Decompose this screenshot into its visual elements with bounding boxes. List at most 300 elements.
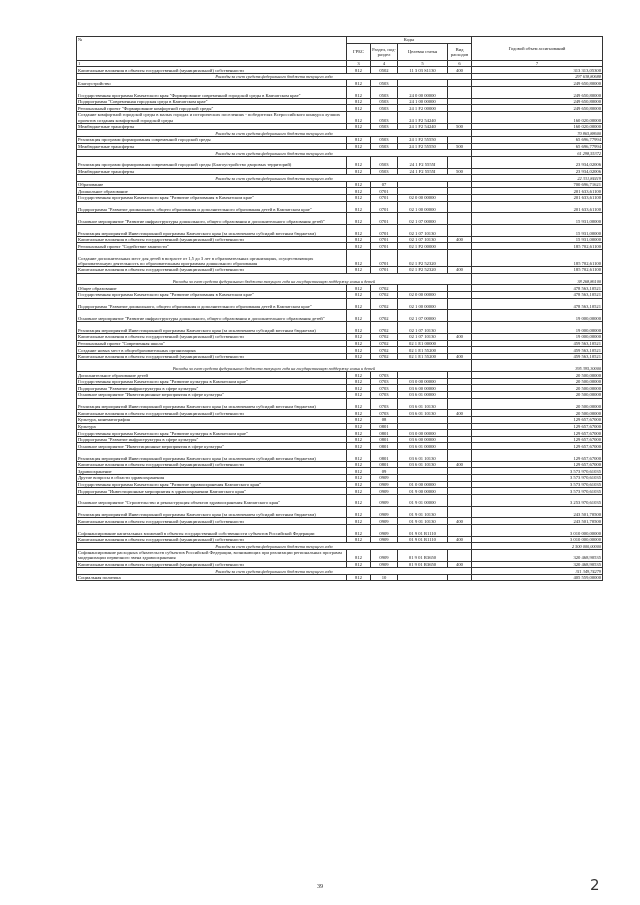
cell-grbs: 812 bbox=[347, 105, 371, 112]
cell-name: Реализация мероприятий Инвестиционной программы Камчатского края (за исключением субсидий местным бюджетам) bbox=[77, 322, 347, 334]
cell-name: Государственная программа Камчатского края "Развитие образования в Камчатском крае" bbox=[77, 292, 347, 299]
cell-name: Капитальные вложения в объекты государственной (муниципальной) собственности bbox=[77, 67, 347, 74]
cell-target: 11 3 03 S1130 bbox=[398, 67, 448, 74]
cell-name: Подпрограмма "Инвестиционные мероприятия в здравоохранении Камчатского края" bbox=[77, 488, 347, 495]
cell-amount: 3 573 970,61035 bbox=[472, 474, 603, 481]
col-num-6: 6 bbox=[448, 61, 472, 67]
cell-section: 0701 bbox=[371, 250, 398, 267]
cell-grbs: 812 bbox=[347, 67, 371, 74]
cell-section: 0701 bbox=[371, 243, 398, 250]
cell-amount: 20 500,00000 bbox=[472, 385, 603, 392]
cell-section: 0801 bbox=[371, 461, 398, 468]
cell-amount: 20 500,00000 bbox=[472, 392, 603, 399]
cell-name: Капитальные вложения в объекты государственной (муниципальной) собственности bbox=[77, 236, 347, 243]
cell-amount: 65 696,77994 bbox=[472, 136, 603, 143]
cell-amount: 3 253 970,61035 bbox=[472, 494, 603, 506]
cell-amount: 3 573 970,61035 bbox=[472, 488, 603, 495]
cell-target: 03 6 00 00000 bbox=[398, 436, 448, 443]
cell-name: Социальная политика bbox=[77, 574, 347, 581]
table-row bbox=[77, 518, 603, 525]
cell-type bbox=[448, 310, 472, 322]
table-row bbox=[77, 156, 603, 168]
cell-target bbox=[398, 285, 448, 292]
header-type: Вид расходов bbox=[448, 44, 472, 61]
cell-grbs: 812 bbox=[347, 298, 371, 310]
cell-grbs: 812 bbox=[347, 488, 371, 495]
cell-section: 0702 bbox=[371, 347, 398, 354]
table-row bbox=[77, 86, 603, 98]
cell-target bbox=[398, 188, 448, 195]
cell-grbs: 812 bbox=[347, 98, 371, 105]
table-row bbox=[77, 561, 603, 568]
table-row bbox=[77, 298, 603, 310]
cell-type bbox=[448, 474, 472, 481]
cell-type bbox=[448, 340, 472, 347]
cell-section: 0503 bbox=[371, 98, 398, 105]
cell-amount: 478 563,10521 bbox=[472, 298, 603, 310]
cell-section: 0801 bbox=[371, 430, 398, 437]
cell-grbs: 812 bbox=[347, 292, 371, 299]
cell-section: 0701 bbox=[371, 201, 398, 213]
cell-target: 01 9 01 10130 bbox=[398, 506, 448, 518]
cell-section: 0701 bbox=[371, 213, 398, 225]
cell-section: 0909 bbox=[371, 524, 398, 536]
cell-section: 0703 bbox=[371, 410, 398, 417]
cell-target: 02 1 E1 55200 bbox=[398, 347, 448, 354]
cell-grbs: 812 bbox=[347, 168, 371, 175]
cell-section: 0503 bbox=[371, 136, 398, 143]
cell-type: 400 bbox=[448, 410, 472, 417]
cell-type bbox=[448, 181, 472, 188]
cell-section: 0702 bbox=[371, 285, 398, 292]
cell-type bbox=[448, 250, 472, 267]
corner-handwritten-mark: 2 bbox=[590, 876, 600, 894]
cell-amount: 23 934,02006 bbox=[472, 156, 603, 168]
cell-section: 09 bbox=[371, 468, 398, 475]
cell-type bbox=[448, 443, 472, 450]
table-row bbox=[77, 353, 603, 360]
cell-type: 400 bbox=[448, 561, 472, 568]
table-row bbox=[77, 80, 603, 87]
cell-target: 01 9 01 R3650 bbox=[398, 561, 448, 568]
cell-name: Создание новых мест в общеобразовательных организациях bbox=[77, 347, 347, 354]
cell-target: 01 9 01 10130 bbox=[398, 518, 448, 525]
cell-target: 03 6 01 10130 bbox=[398, 449, 448, 461]
cell-grbs: 812 bbox=[347, 285, 371, 292]
cell-target: 03 6 01 00000 bbox=[398, 392, 448, 399]
budget-table bbox=[76, 36, 603, 581]
header-codes: Коды bbox=[347, 37, 472, 44]
cell-target: 02 1 00 00000 bbox=[398, 298, 448, 310]
cell-target: 02 1 E1 55200 bbox=[398, 353, 448, 360]
cell-section: 0701 bbox=[371, 267, 398, 274]
cell-name: Реализация мероприятий Инвестиционной программы Камчатского края (за исключением субсидий местным бюджетам) bbox=[77, 398, 347, 410]
cell-type bbox=[448, 194, 472, 201]
cell-name: Реализация программ формирования современной городской среды bbox=[77, 136, 347, 143]
cell-name: Капитальные вложения в объекты государственной (муниципальной) собственности bbox=[77, 518, 347, 525]
table-row bbox=[77, 549, 603, 561]
cell-target: 02 0 00 00000 bbox=[398, 292, 448, 299]
cell-target: 03 0 00 00000 bbox=[398, 378, 448, 385]
table-row bbox=[77, 436, 603, 443]
cell-amount: 320 468,90535 bbox=[472, 561, 603, 568]
cell-target: 02 1 07 10130 bbox=[398, 322, 448, 334]
cell-section: 0703 bbox=[371, 392, 398, 399]
cell-section: 0703 bbox=[371, 378, 398, 385]
cell-name: Государственная программа Камчатского края "Развитие культуры в Камчатском крае" bbox=[77, 430, 347, 437]
cell-section: 0909 bbox=[371, 561, 398, 568]
cell-amount: 129 657,67000 bbox=[472, 443, 603, 450]
table-row bbox=[77, 188, 603, 195]
cell-type bbox=[448, 378, 472, 385]
cell-grbs: 812 bbox=[347, 340, 371, 347]
cell-amount: 20 500,00000 bbox=[472, 398, 603, 410]
table-row bbox=[77, 385, 603, 392]
cell-grbs: 812 bbox=[347, 423, 371, 430]
cell-type bbox=[448, 392, 472, 399]
cell-type: 400 bbox=[448, 267, 472, 274]
cell-amount: 15 931,00000 bbox=[472, 225, 603, 237]
table-row bbox=[77, 310, 603, 322]
cell-target bbox=[398, 468, 448, 475]
cell-amount: 201 633,61100 bbox=[472, 201, 603, 213]
cell-amount: 129 657,67000 bbox=[472, 430, 603, 437]
cell-grbs: 812 bbox=[347, 481, 371, 488]
cell-section: 0503 bbox=[371, 156, 398, 168]
cell-grbs: 812 bbox=[347, 136, 371, 143]
cell-name: Межбюджетные трансферты bbox=[77, 143, 347, 150]
cell-amount: 3 573 970,61035 bbox=[472, 468, 603, 475]
cell-amount: 297 638,80688 bbox=[472, 73, 603, 80]
cell-type bbox=[448, 80, 472, 87]
cell-note: Расходы за счет средств федерального бюджета текущего года bbox=[77, 543, 472, 550]
cell-name: Государственная программа Камчатского края "Развитие здравоохранения Камчатского края" bbox=[77, 481, 347, 488]
cell-name: Государственная программа Камчатского края "Развитие образования в Камчатском крае" bbox=[77, 194, 347, 201]
cell-name: Подпрограмма "Развитие инфраструктуры в сфере культуры" bbox=[77, 436, 347, 443]
table-row-note bbox=[77, 150, 603, 157]
cell-name: Софинансирование расходных обязательств субъектов Российской Федерации, возникающих при реализации региональных программ модернизации первичного звена здравоохранения bbox=[77, 549, 347, 561]
cell-grbs: 812 bbox=[347, 574, 371, 581]
cell-type bbox=[448, 494, 472, 506]
cell-amount: 201 633,61100 bbox=[472, 188, 603, 195]
cell-type bbox=[448, 111, 472, 123]
cell-amount: 700 696,71621 bbox=[472, 181, 603, 188]
table-row bbox=[77, 168, 603, 175]
cell-amount: 38 268,86100 bbox=[472, 273, 603, 285]
cell-name: Подпрограмма "Развитие дошкольного, общего образования и дополнительного образования детей в Камчатском крае" bbox=[77, 201, 347, 213]
cell-name: Культура, кинематография bbox=[77, 416, 347, 423]
cell-name: Государственная программа Камчатского края "Формирование современной городской среды в Камчатском крае" bbox=[77, 86, 347, 98]
cell-type bbox=[448, 213, 472, 225]
cell-name: Основное мероприятие "Инвестиционные мероприятия в сфере культуры" bbox=[77, 443, 347, 450]
cell-target: 02 1 P2 52320 bbox=[398, 250, 448, 267]
cell-amount: 65 696,77994 bbox=[472, 143, 603, 150]
cell-name: Капитальные вложения в объекты государственной (муниципальной) собственности bbox=[77, 461, 347, 468]
cell-type bbox=[448, 524, 472, 536]
cell-grbs: 812 bbox=[347, 392, 371, 399]
cell-type bbox=[448, 201, 472, 213]
table-row bbox=[77, 536, 603, 543]
cell-target: 02 1 00 00000 bbox=[398, 201, 448, 213]
cell-type: 500 bbox=[448, 143, 472, 150]
cell-amount: 70 865,88600 bbox=[472, 130, 603, 137]
cell-name: Образование bbox=[77, 181, 347, 188]
cell-section: 0909 bbox=[371, 506, 398, 518]
cell-target: 01 9 01 00000 bbox=[398, 494, 448, 506]
cell-name: Реализация мероприятий Инвестиционной программы Камчатского края (за исключением субсидий местным бюджетам) bbox=[77, 449, 347, 461]
cell-amount: 185 702,61100 bbox=[472, 250, 603, 267]
cell-amount: 23 934,02006 bbox=[472, 168, 603, 175]
cell-type bbox=[448, 506, 472, 518]
cell-target: 03 6 01 10130 bbox=[398, 398, 448, 410]
table-row bbox=[77, 430, 603, 437]
cell-amount: 459 563,10521 bbox=[472, 353, 603, 360]
cell-type bbox=[448, 188, 472, 195]
cell-type bbox=[448, 416, 472, 423]
table-row bbox=[77, 181, 603, 188]
table-row bbox=[77, 213, 603, 225]
cell-grbs: 812 bbox=[347, 410, 371, 417]
cell-amount: 19 000,00000 bbox=[472, 334, 603, 341]
cell-name: Основное мероприятие "Строительство и реконструкция объектов здравоохранения Камчатского края" bbox=[77, 494, 347, 506]
cell-section: 10 bbox=[371, 574, 398, 581]
cell-amount: 3 573 970,61035 bbox=[472, 481, 603, 488]
cell-section: 0503 bbox=[371, 123, 398, 130]
cell-grbs: 812 bbox=[347, 181, 371, 188]
cell-note: Расходы за счет средств федерального бюджета текущего года bbox=[77, 150, 472, 157]
cell-section: 0503 bbox=[371, 80, 398, 87]
cell-name: Капитальные вложения в объекты государственной (муниципальной) собственности bbox=[77, 561, 347, 568]
header-amount: Годовой объем ассигнований bbox=[472, 37, 603, 61]
cell-amount: 185 702,61100 bbox=[472, 267, 603, 274]
cell-target bbox=[398, 181, 448, 188]
cell-section: 0701 bbox=[371, 225, 398, 237]
table-row bbox=[77, 494, 603, 506]
cell-target: 03 0 00 00000 bbox=[398, 430, 448, 437]
cell-section: 0503 bbox=[371, 105, 398, 112]
cell-section: 0909 bbox=[371, 536, 398, 543]
table-row bbox=[77, 236, 603, 243]
cell-section: 0801 bbox=[371, 423, 398, 430]
table-row bbox=[77, 524, 603, 536]
cell-amount: 311 349,74279 bbox=[472, 568, 603, 575]
cell-grbs: 812 bbox=[347, 188, 371, 195]
cell-type bbox=[448, 98, 472, 105]
cell-target: 24 1 F2 54240 bbox=[398, 123, 448, 130]
cell-name: Основное мероприятие "Инвестиционные мероприятия в сфере культуры" bbox=[77, 392, 347, 399]
table-row-note bbox=[77, 360, 603, 372]
col-num-3: 3 bbox=[347, 61, 371, 67]
cell-target: 24 1 F2 5555I bbox=[398, 156, 448, 168]
cell-grbs: 812 bbox=[347, 518, 371, 525]
cell-type bbox=[448, 398, 472, 410]
cell-amount: 313 313,05300 bbox=[472, 67, 603, 74]
col-num-7: 7 bbox=[472, 61, 603, 67]
cell-grbs: 812 bbox=[347, 156, 371, 168]
cell-name: Софинансирование капитальных вложений в объекты государственной собственности субъектов Российской Федерации bbox=[77, 524, 347, 536]
cell-target bbox=[398, 372, 448, 379]
cell-note: Расходы за счет средств федерального бюджета текущего года bbox=[77, 73, 472, 80]
cell-grbs: 812 bbox=[347, 243, 371, 250]
cell-amount: 3 010 000,00000 bbox=[472, 524, 603, 536]
table-row bbox=[77, 372, 603, 379]
cell-note: Расходы за счет средств федерального бюджета текущего года bbox=[77, 568, 472, 575]
cell-name: Здравоохранение bbox=[77, 468, 347, 475]
cell-target: 02 1 07 00000 bbox=[398, 310, 448, 322]
cell-section: 0701 bbox=[371, 194, 398, 201]
cell-type bbox=[448, 347, 472, 354]
cell-name: Региональный проект "Формирование комфортной городской среды" bbox=[77, 105, 347, 112]
cell-amount: 20 500,00000 bbox=[472, 410, 603, 417]
table-row-note bbox=[77, 175, 603, 182]
cell-amount: 243 501,70500 bbox=[472, 506, 603, 518]
cell-name: Подпрограмма "Современная городская среда в Камчатском крае" bbox=[77, 98, 347, 105]
cell-amount: 249 650,80000 bbox=[472, 80, 603, 87]
cell-target bbox=[398, 416, 448, 423]
cell-grbs: 812 bbox=[347, 347, 371, 354]
cell-name: Капитальные вложения в объекты государственной (муниципальной) собственности bbox=[77, 410, 347, 417]
cell-name: Основное мероприятие "Развитие инфраструктуры дошкольного, общего образования и дополнительного образования детей" bbox=[77, 310, 347, 322]
cell-grbs: 812 bbox=[347, 225, 371, 237]
cell-grbs: 812 bbox=[347, 385, 371, 392]
cell-section: 0502 bbox=[371, 67, 398, 74]
cell-section: 07 bbox=[371, 181, 398, 188]
cell-amount: 160 020,00000 bbox=[472, 111, 603, 123]
cell-target: 02 0 00 00000 bbox=[398, 194, 448, 201]
cell-amount: 459 563,10521 bbox=[472, 340, 603, 347]
cell-grbs: 812 bbox=[347, 372, 371, 379]
cell-grbs: 812 bbox=[347, 80, 371, 87]
cell-grbs: 812 bbox=[347, 436, 371, 443]
cell-section: 0909 bbox=[371, 494, 398, 506]
cell-grbs: 812 bbox=[347, 443, 371, 450]
table-row bbox=[77, 98, 603, 105]
cell-name: Капитальные вложения в объекты государственной (муниципальной) собственности bbox=[77, 334, 347, 341]
cell-target: 01 9 01 R3650 bbox=[398, 549, 448, 561]
cell-target: 03 6 01 10130 bbox=[398, 461, 448, 468]
cell-target: 24 1 F2 55550 bbox=[398, 136, 448, 143]
cell-section: 0701 bbox=[371, 188, 398, 195]
cell-target bbox=[398, 80, 448, 87]
table-row bbox=[77, 468, 603, 475]
cell-type bbox=[448, 449, 472, 461]
table-row-note bbox=[77, 273, 603, 285]
cell-type bbox=[448, 488, 472, 495]
cell-name: Подпрограмма "Развитие дошкольного, общего образования и дополнительного образования детей в Камчатском крае" bbox=[77, 298, 347, 310]
cell-type bbox=[448, 285, 472, 292]
table-row-note bbox=[77, 130, 603, 137]
cell-grbs: 812 bbox=[347, 398, 371, 410]
cell-target: 01 0 00 00000 bbox=[398, 481, 448, 488]
table-row bbox=[77, 250, 603, 267]
page-number: 39 bbox=[317, 884, 323, 890]
cell-amount: 15 931,00000 bbox=[472, 213, 603, 225]
table-row bbox=[77, 423, 603, 430]
cell-target: 03 6 01 10130 bbox=[398, 410, 448, 417]
cell-amount: 185 702,61100 bbox=[472, 243, 603, 250]
cell-type bbox=[448, 298, 472, 310]
table-row bbox=[77, 225, 603, 237]
table-row bbox=[77, 443, 603, 450]
cell-target bbox=[398, 574, 448, 581]
cell-amount: 160 020,00000 bbox=[472, 123, 603, 130]
cell-amount: 249 650,80000 bbox=[472, 98, 603, 105]
cell-target: 02 1 P2 52320 bbox=[398, 267, 448, 274]
cell-amount: 478 563,10521 bbox=[472, 292, 603, 299]
table-row bbox=[77, 322, 603, 334]
cell-type bbox=[448, 292, 472, 299]
header-target: Целевая статья bbox=[398, 44, 448, 61]
cell-section: 0503 bbox=[371, 86, 398, 98]
cell-section: 0503 bbox=[371, 143, 398, 150]
cell-amount: 459 563,10521 bbox=[472, 347, 603, 354]
cell-name: Межбюджетные трансферты bbox=[77, 123, 347, 130]
cell-grbs: 812 bbox=[347, 474, 371, 481]
table-row bbox=[77, 392, 603, 399]
cell-name: Дополнительное образование детей bbox=[77, 372, 347, 379]
table-row bbox=[77, 488, 603, 495]
cell-name: Капитальные вложения в объекты государственной (муниципальной) собственности bbox=[77, 267, 347, 274]
table-row bbox=[77, 111, 603, 123]
cell-name: Реализация мероприятий Инвестиционной программы Камчатского края (за исключением субсидий местным бюджетам) bbox=[77, 506, 347, 518]
cell-name: Общее образование bbox=[77, 285, 347, 292]
cell-target: 03 6 01 00000 bbox=[398, 443, 448, 450]
table-row bbox=[77, 449, 603, 461]
cell-name: Реализация программ формирования современной городской среды (Благоустройство дворовых территорий) bbox=[77, 156, 347, 168]
cell-grbs: 812 bbox=[347, 111, 371, 123]
cell-amount: 129 657,67000 bbox=[472, 449, 603, 461]
cell-target: 02 1 07 10130 bbox=[398, 334, 448, 341]
cell-name: Создание комфортной городской среды в малых городах и исторических поселениях - победителях Всероссийского конкурса лучших проектов создания комфортной городской среды bbox=[77, 111, 347, 123]
cell-amount: 320 468,90535 bbox=[472, 549, 603, 561]
cell-section: 0909 bbox=[371, 518, 398, 525]
table-row bbox=[77, 574, 603, 581]
cell-amount: 3 010 000,00000 bbox=[472, 536, 603, 543]
cell-amount: 243 501,70500 bbox=[472, 518, 603, 525]
cell-name: Капитальные вложения в объекты государственной (муниципальной) собственности bbox=[77, 353, 347, 360]
cell-target: 02 1 07 10130 bbox=[398, 225, 448, 237]
table-row bbox=[77, 123, 603, 130]
cell-amount: 2 500 000,00000 bbox=[472, 543, 603, 550]
cell-grbs: 812 bbox=[347, 201, 371, 213]
table-row bbox=[77, 267, 603, 274]
cell-section: 08 bbox=[371, 416, 398, 423]
cell-section: 0503 bbox=[371, 168, 398, 175]
cell-name: Региональный проект "Содействие занятости" bbox=[77, 243, 347, 250]
cell-target: 01 9 01 R1110 bbox=[398, 524, 448, 536]
cell-amount: 478 563,10521 bbox=[472, 285, 603, 292]
cell-type bbox=[448, 136, 472, 143]
cell-name: Благоустройство bbox=[77, 80, 347, 87]
table-row-note bbox=[77, 543, 603, 550]
col-num-1: 1 bbox=[77, 61, 347, 67]
cell-section: 0801 bbox=[371, 436, 398, 443]
table-row bbox=[77, 474, 603, 481]
cell-section: 0703 bbox=[371, 398, 398, 410]
cell-amount: 19 000,00000 bbox=[472, 322, 603, 334]
cell-grbs: 812 bbox=[347, 334, 371, 341]
cell-grbs: 812 bbox=[347, 416, 371, 423]
cell-grbs: 812 bbox=[347, 430, 371, 437]
cell-amount: 15 931,00000 bbox=[472, 236, 603, 243]
table-row bbox=[77, 143, 603, 150]
cell-section: 0702 bbox=[371, 292, 398, 299]
cell-grbs: 812 bbox=[347, 123, 371, 130]
table-row bbox=[77, 410, 603, 417]
cell-type: 400 bbox=[448, 461, 472, 468]
cell-section: 0909 bbox=[371, 488, 398, 495]
cell-section: 0702 bbox=[371, 322, 398, 334]
